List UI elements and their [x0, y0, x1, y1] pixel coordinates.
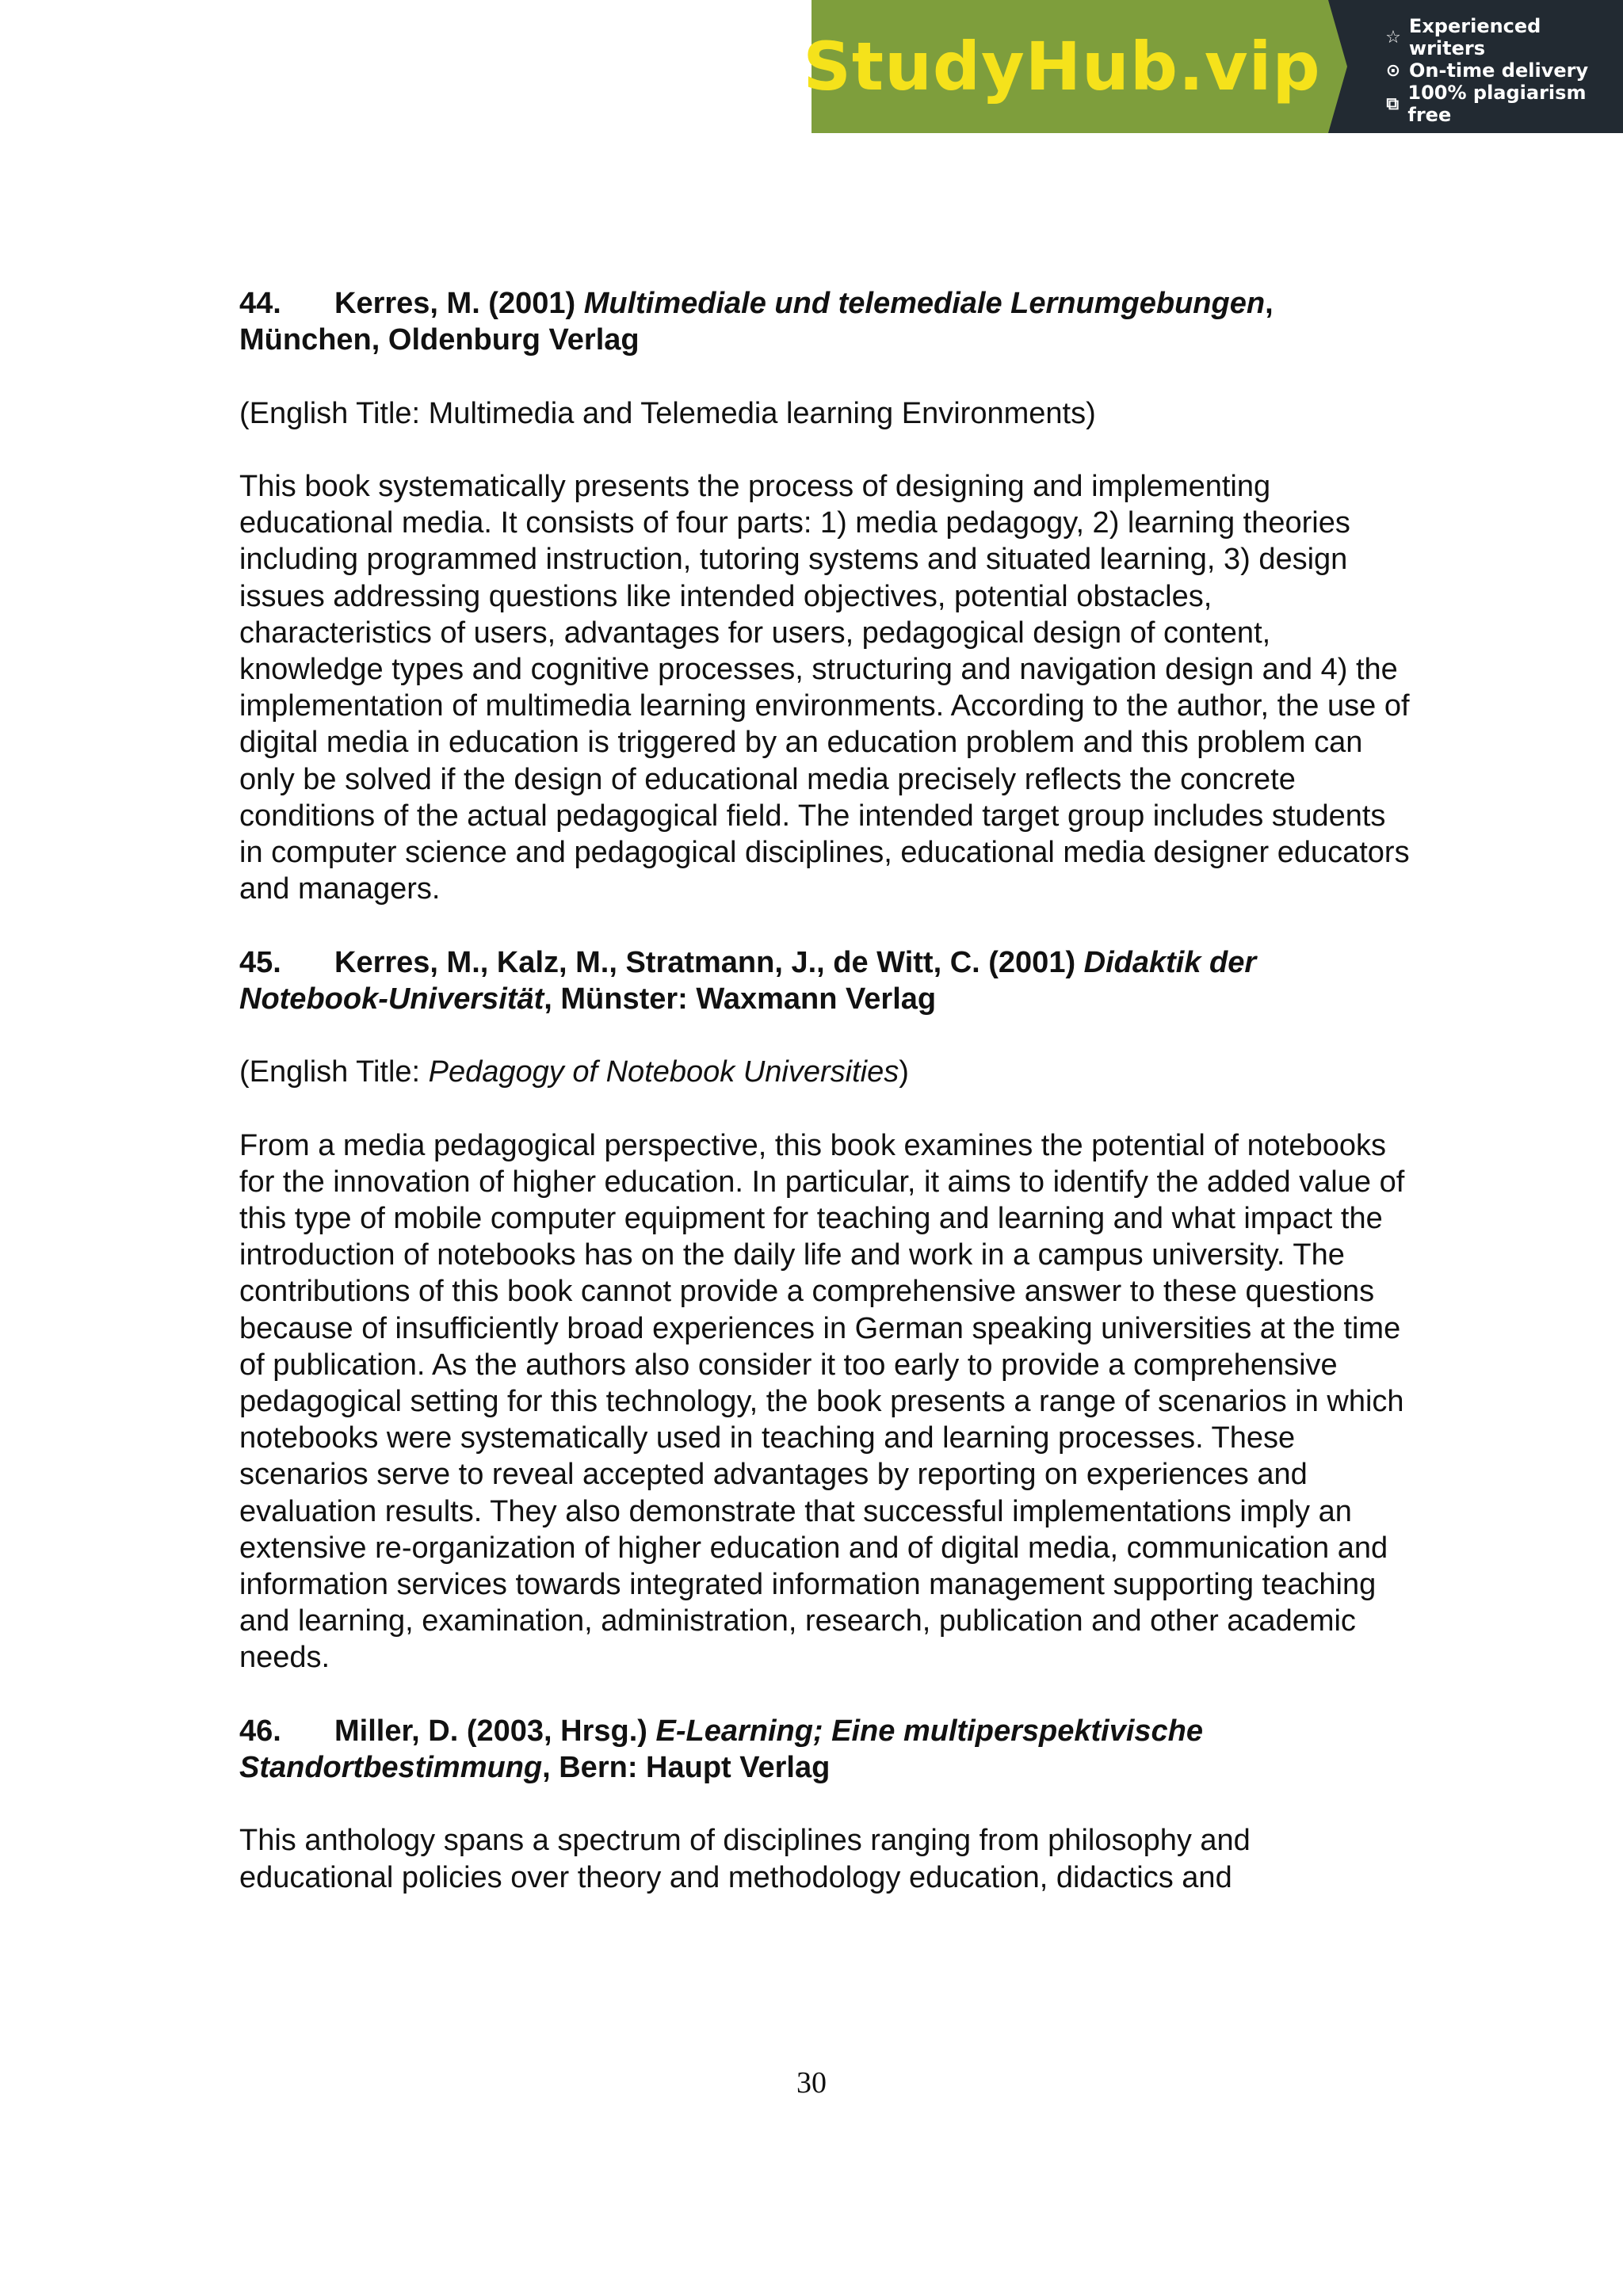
entry-title: Didaktik der Notebook-Universität	[239, 945, 1257, 1016]
brand-logo[interactable]	[803, 0, 1328, 133]
entry-authors: Miller, D. (2003, Hrsg.)	[334, 1714, 656, 1748]
english-title-suffix: )	[899, 1055, 909, 1089]
banner-features	[1328, 0, 1623, 133]
feature-label: Experienced writers	[1408, 15, 1541, 59]
entry-authors: Kerres, M., Kalz, M., Stratmann, J., de Witt, C. (2001)	[334, 945, 1084, 979]
entry-description: This anthology spans a spectrum of disciplines ranging from philosophy and educational policies over theory and methodology education, didactics and	[239, 1824, 1251, 1894]
feature-plagiarism-free	[1382, 82, 1623, 126]
clock-icon: ⊙	[1385, 60, 1401, 81]
entry-publisher: , München, Oldenburg Verlag	[239, 287, 1274, 357]
feature-label: 100% plagiarism free	[1407, 82, 1587, 126]
english-title-suffix: )	[1086, 396, 1096, 430]
entry-title: Multimediale und telemediale Lernumgebungen	[583, 287, 1266, 320]
brand-logo-text: StudyHub.vip	[803, 28, 1321, 105]
entry-description: From a media pedagogical perspective, this book examines the potential of notebooks for the innovation of higher education. In particular, it aims to identify the added value of this type of mobile computer equipment for teaching and learning and what impact the introduction of notebooks has on the daily life and work in a campus university. The contributions of this book cannot provide a comprehensive answer to these questions because of insufficiently broad experiences in German speaking universities at the time of publication. As the authors also consider it too early to provide a comprehensive pedagogical setting for this technology, the book presents a range of scenarios in which notebooks were systematically used in teaching and learning processes. These scenarios serve to reveal accepted advantages by reporting on experiences and evaluation results. They also demonstrate that successful implementations imply an extensive re-organization of higher education and of digital media, communication and information services towards integrated information management supporting teaching and learning, examination, administration, research, publication and other academic needs.	[239, 1128, 1405, 1675]
bibliography-entry	[239, 1713, 1412, 1896]
entry-number: 45.	[239, 945, 281, 979]
english-title-prefix: (English Title:	[239, 1055, 429, 1089]
entry-title: E-Learning; Eine multiperspektivische Standortbestimmung	[239, 1714, 1203, 1785]
copy-icon: ⧉	[1386, 93, 1400, 114]
entry-number: 46.	[239, 1714, 281, 1748]
promo-banner[interactable]	[803, 0, 1623, 133]
entry-authors: Kerres, M. (2001)	[334, 287, 584, 320]
bibliography-entry	[239, 944, 1412, 1676]
entry-heading	[239, 1713, 1412, 1786]
page-number: 30	[796, 2066, 827, 2100]
english-title-line	[239, 1054, 1412, 1090]
english-title-prefix: (English Title:	[239, 396, 429, 430]
english-title-line	[239, 395, 1412, 432]
entry-publisher: , Münster: Waxmann Verlag	[544, 982, 937, 1016]
entry-publisher: , Bern: Haupt Verlag	[542, 1751, 831, 1785]
star-icon: ☆	[1385, 27, 1401, 48]
entry-description: This book systematically presents the process of designing and implementing educational media. It consists of four parts: 1) media pedagogy, 2) learning theories including programmed instruction, tutoring systems and situated learning, 3) design issues addressing questions like intended objectives, potential obstacles, characteristics of users, advantages for users, pedagogical design of content, knowledge types and cognitive processes, structuring and navigation design and 4) the implementation of multimedia learning environments. According to the author, the use of digital media in education is triggered by an education problem and this problem can only be solved if the design of educational media precisely reflects the concrete conditions of the actual pedagogical field. The intended target group includes students in computer science and pedagogical disciplines, educational media designer educators and managers.	[239, 469, 1410, 906]
feature-label: On-time delivery	[1409, 59, 1589, 82]
feature-experienced-writers	[1382, 15, 1623, 59]
english-title: Multimedia and Telemedia learning Environments	[428, 396, 1086, 430]
entry-heading	[239, 285, 1412, 358]
entry-heading	[239, 944, 1412, 1017]
bibliography-entry	[239, 285, 1412, 907]
entry-number: 44.	[239, 287, 281, 320]
english-title: Pedagogy of Notebook Universities	[428, 1055, 899, 1089]
document-body	[239, 285, 1412, 1896]
